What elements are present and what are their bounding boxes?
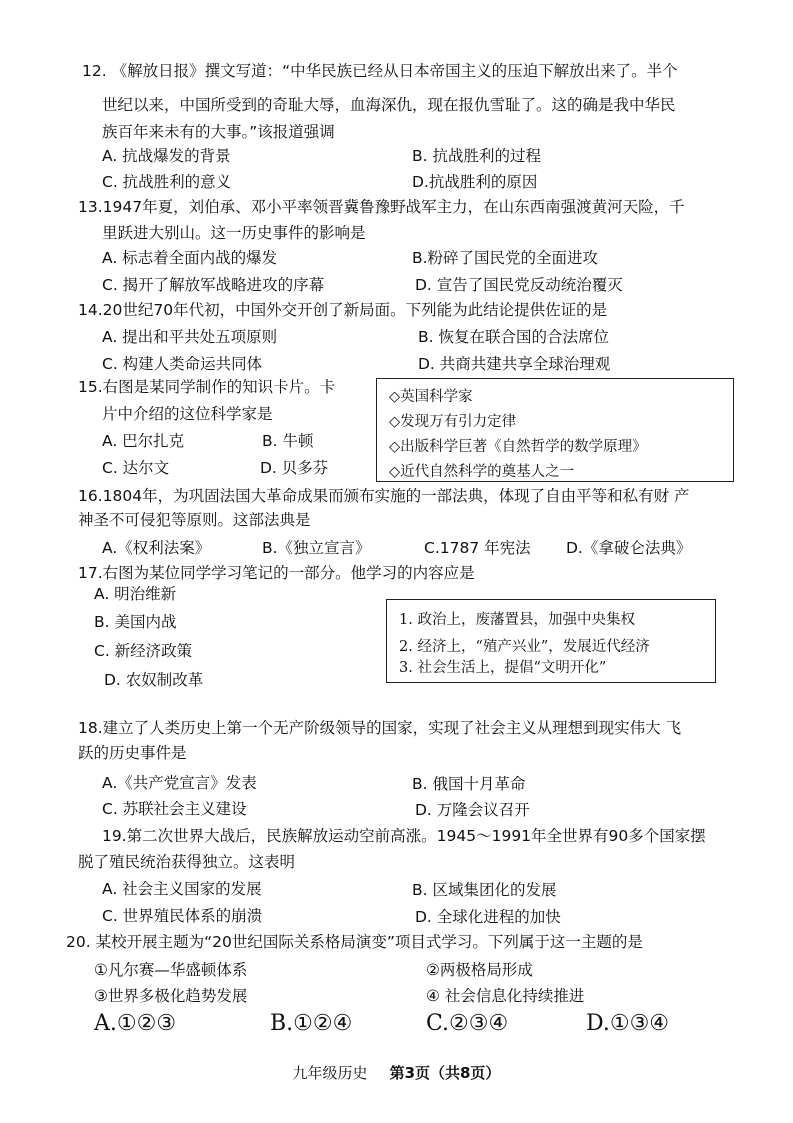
- q13-option-c: C. 揭开了解放军战略进攻的序幕: [102, 276, 325, 294]
- q15-option-b: B. 牛顿: [262, 432, 314, 450]
- q17-option-d: D. 农奴制改革: [104, 671, 204, 689]
- study-notes-item: 1. 政治上，废藩置县，加强中央集权: [399, 612, 635, 628]
- page-footer: [0, 1062, 793, 1083]
- q14-option-d: D. 共商共建共享全球治理观: [418, 355, 611, 373]
- knowledge-card-item: ◇近代自然科学的奠基人之一: [389, 464, 575, 480]
- q18-option-c: C. 苏联社会主义建设: [102, 800, 247, 818]
- q20-option-d: D.①③④: [586, 1011, 670, 1036]
- q16-option-b: B.《独立宣言》: [262, 539, 371, 557]
- q18-stem-line2: 跃的历史事件是: [78, 744, 187, 762]
- q19-option-b: B. 区域集团化的发展: [412, 881, 557, 899]
- q12-option-b: B. 抗战胜利的过程: [412, 147, 541, 165]
- q14-option-c: C. 构建人类命运共同体: [102, 355, 263, 373]
- footer-page-number: 第3页（共8页）: [389, 1064, 501, 1082]
- knowledge-card-item: ◇发现万有引力定律: [389, 414, 517, 430]
- q20-item-1: ①凡尔赛—华盛顿体系: [94, 961, 248, 979]
- q19-stem-line2: 脱了殖民统治获得独立。这表明: [78, 853, 296, 871]
- q16-option-d: D.《拿破仑法典》: [566, 539, 692, 557]
- q13-stem-line2: 里跃进大别山。这一历史事件的影响是: [102, 224, 366, 242]
- q12-stem-line1: 12. 《解放日报》撰文写道：“中华民族已经从日本帝国主义的压迫下解放出来了。半个: [82, 62, 678, 80]
- q20-option-c: C.②③④: [426, 1011, 509, 1036]
- q13-option-a: A. 标志着全面内战的爆发: [102, 249, 278, 267]
- q16-stem-line1: 16.1804年，为巩固法国大革命成果而颁布实施的一部法典，体现了自由平等和私有财 产: [78, 487, 690, 505]
- q15-option-c: C. 达尔文: [102, 459, 170, 477]
- q20-item-2: ②两极格局形成: [426, 961, 533, 979]
- q13-option-b: B.粉碎了国民党的全面进攻: [412, 249, 599, 267]
- knowledge-card-item: ◇出版科学巨著《自然哲学的数学原理》: [389, 439, 647, 455]
- q18-option-a: A.《共产党宣言》发表: [102, 774, 257, 792]
- q14-option-b: B. 恢复在联合国的合法席位: [418, 328, 609, 346]
- study-notes-item: 2. 经济上，“殖产兴业”，发展近代经济: [399, 639, 650, 655]
- q18-stem-line1: 18.建立了人类历史上第一个无产阶级领导的国家，实现了社会主义从理想到现实伟大 飞: [78, 719, 682, 737]
- q17-stem-line1: 17.右图为某位同学学习笔记的一部分。他学习的内容应是: [78, 564, 475, 582]
- footer-subject: 九年级历史: [292, 1064, 368, 1082]
- q15-stem-line1: 15.右图是某同学制作的知识卡片。卡: [78, 378, 336, 396]
- q20-stem-line1: 20. 某校开展主题为“20世纪国际关系格局演变”项目式学习。下列属于这一主题的是: [66, 933, 643, 951]
- q15-option-d: D. 贝多芬: [260, 459, 329, 477]
- q14-option-a: A. 提出和平共处五项原则: [102, 328, 278, 346]
- q20-item-4: ④ 社会信息化持续推进: [426, 987, 585, 1005]
- q19-option-d: D. 全球化进程的加快: [415, 908, 561, 926]
- q20-option-a: A.①②③: [94, 1011, 177, 1036]
- q16-option-c: C.1787 年宪法: [424, 539, 531, 557]
- q19-option-a: A. 社会主义国家的发展: [102, 880, 262, 898]
- q12-option-d: D.抗战胜利的原因: [412, 173, 538, 191]
- knowledge-card-item: ◇英国科学家: [389, 389, 473, 405]
- q13-stem-line1: 13.1947年夏，刘伯承、邓小平率领晋冀鲁豫野战军主力，在山东西南强渡黄河天险，千: [78, 198, 685, 216]
- q20-option-b: B.①②④: [270, 1011, 353, 1036]
- q19-stem-line1: 19.第二次世界大战后，民族解放运动空前高涨。1945～1991年全世界有90多个国家摆: [102, 827, 706, 845]
- knowledge-card: [376, 378, 734, 482]
- q17-option-a: A. 明治维新: [94, 585, 177, 603]
- q15-option-a: A. 巴尔扎克: [102, 432, 185, 450]
- q17-option-c: C. 新经济政策: [94, 642, 193, 660]
- q16-stem-line2: 神圣不可侵犯等原则。这部法典是: [78, 511, 311, 529]
- q12-stem-line2: 世纪以来，中国所受到的奇耻大辱，血海深仇，现在报仇雪耻了。这的确是我中华民: [102, 96, 676, 114]
- study-notes-box: [386, 599, 716, 683]
- q20-item-3: ③世界多极化趋势发展: [94, 987, 248, 1005]
- q15-stem-line2: 片中介绍的这位科学家是: [102, 405, 273, 423]
- study-notes-item: 3. 社会生活上，提倡“文明开化”: [399, 660, 607, 676]
- q17-option-b: B. 美国内战: [94, 613, 177, 631]
- q18-option-b: B. 俄国十月革命: [412, 775, 526, 793]
- q12-stem-line3: 族百年来未有的大事。”该报道强调: [102, 123, 335, 141]
- q16-option-a: A.《权利法案》: [102, 539, 211, 557]
- q18-option-d: D. 万隆会议召开: [415, 801, 530, 819]
- q19-option-c: C. 世界殖民体系的崩溃: [102, 907, 263, 925]
- q12-option-c: C. 抗战胜利的意义: [102, 173, 232, 191]
- q12-option-a: A. 抗战爆发的背景: [102, 147, 231, 165]
- q14-stem-line1: 14.20世纪70年代初，中国外交开创了新局面。下列能为此结论提供佐证的是: [78, 301, 608, 319]
- q13-option-d: D. 宣告了国民党反动统治覆灭: [415, 276, 623, 294]
